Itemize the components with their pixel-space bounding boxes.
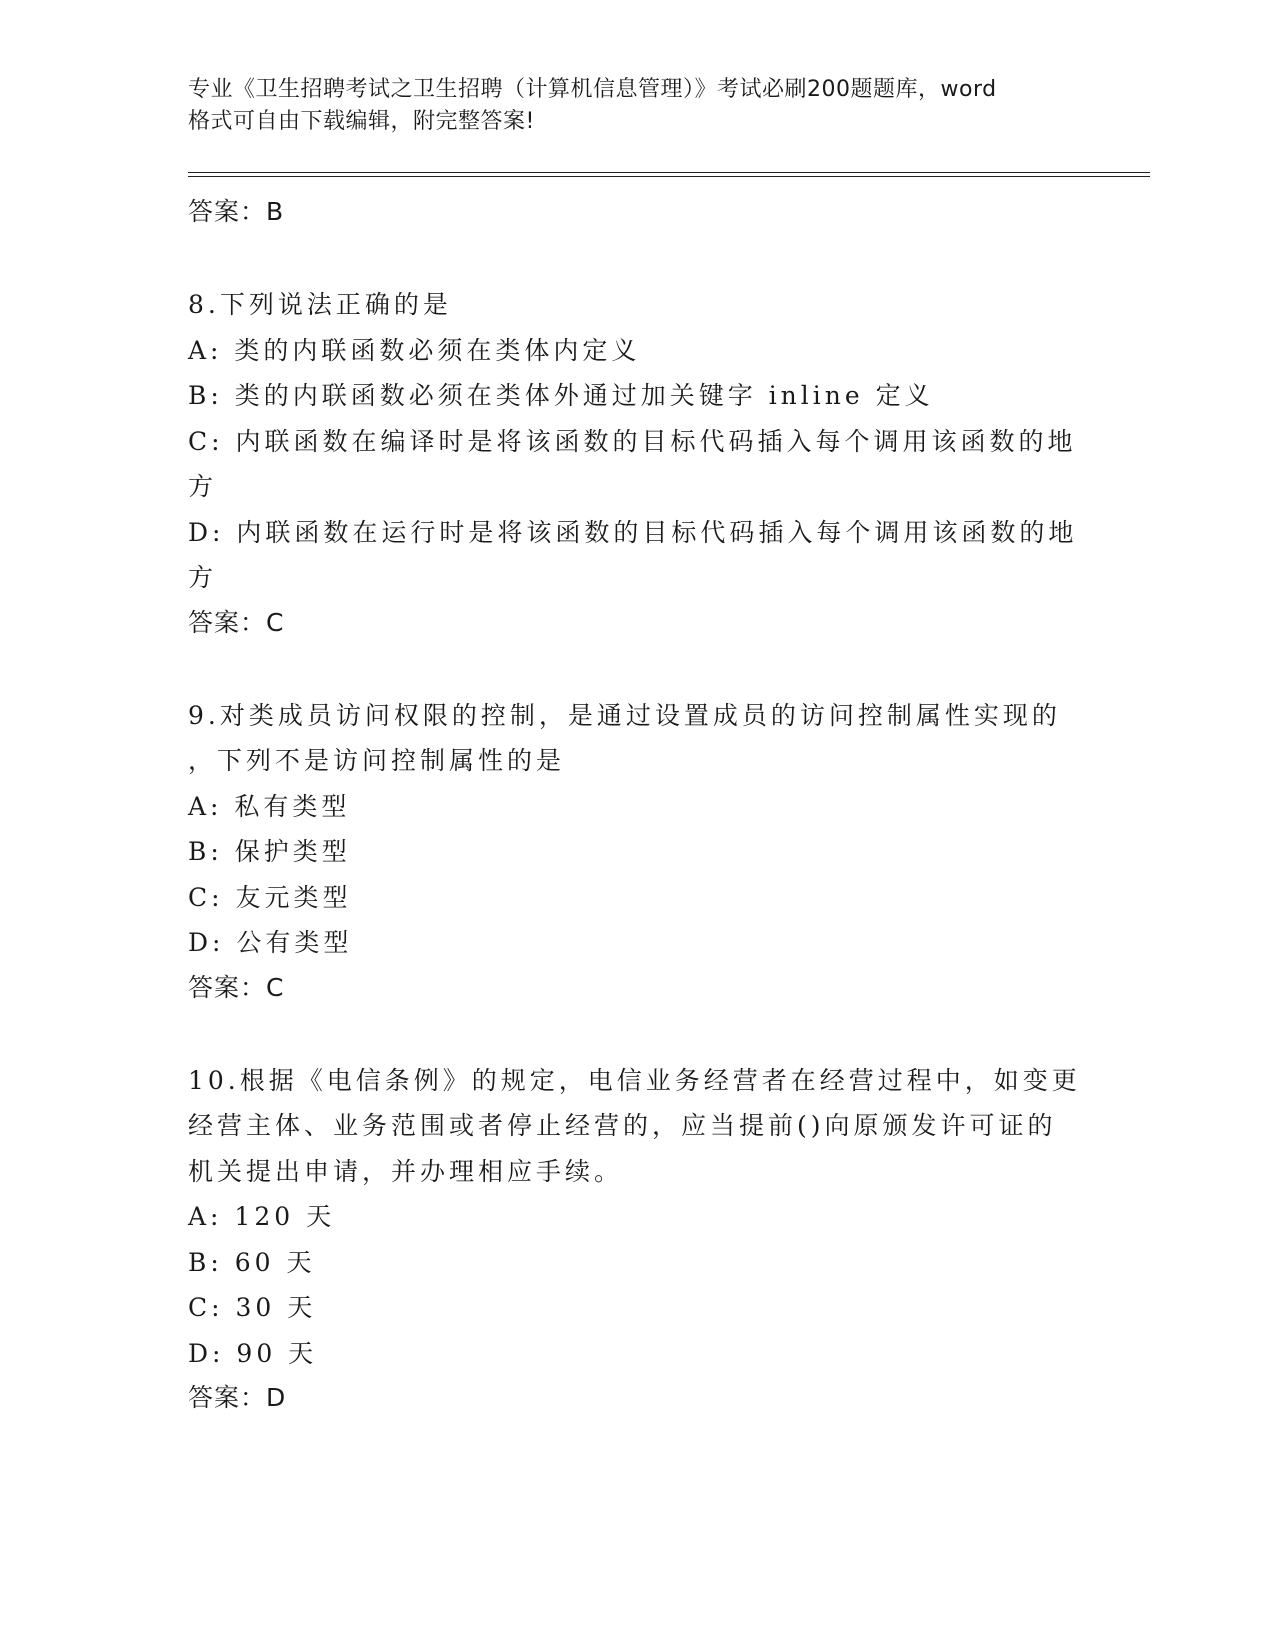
question-stem: 9.对类成员访问权限的控制，是通过设置成员的访问控制属性实现的 [188, 700, 1061, 730]
answer: 答案：C [188, 972, 285, 1002]
option-d: D: 内联函数在运行时是将该函数的目标代码插入每个调用该函数的地 [188, 517, 1078, 547]
document-body [188, 190, 1088, 1420]
question-10 [188, 1058, 1088, 1421]
question-stem-continued: 机关提出申请，并办理相应手续。 [188, 1156, 624, 1186]
previous-answer: 答案：B [188, 197, 285, 226]
option-a: A: 类的内联函数必须在类体内定义 [188, 335, 641, 365]
option-d-continued: 方 [188, 563, 218, 592]
option-c: C: 30 天 [188, 1293, 317, 1322]
answer: 答案：D [188, 1383, 287, 1412]
option-d: D: 公有类型 [188, 928, 353, 957]
option-a: A: 120 天 [188, 1202, 336, 1231]
option-c: C: 内联函数在编译时是将该函数的目标代码插入每个调用该函数的地 [188, 426, 1077, 456]
question-stem-continued: 经营主体、业务范围或者停止经营的，应当提前()向原颁发许可证的 [188, 1111, 1057, 1140]
header-title-line-1: 专业《卫生招聘考试之卫生招聘（计算机信息管理）》考试必刷200题题库，word [188, 77, 997, 102]
question-8 [188, 282, 1088, 645]
option-b: B: 类的内联函数必须在类体外通过加关键字 inline 定义 [188, 381, 934, 410]
option-a: A: 私有类型 [188, 791, 351, 821]
question-stem: 10.根据《电信条例》的规定，电信业务经营者在经营过程中，如变更 [188, 1065, 1081, 1095]
question-9 [188, 693, 1088, 1010]
option-b: B: 60 天 [188, 1247, 316, 1277]
header-title-line-2: 格式可自由下载编辑，附完整答案! [188, 109, 535, 134]
question-stem-continued: ，下列不是访问控制属性的是 [188, 746, 566, 775]
header-rule-top [188, 172, 1150, 173]
option-c-continued: 方 [188, 472, 218, 501]
answer: 答案：C [188, 607, 285, 637]
question-stem: 8.下列说法正确的是 [188, 290, 452, 319]
header-rule-bottom [188, 176, 1150, 177]
document-header [188, 74, 1088, 138]
option-b: B: 保护类型 [188, 837, 351, 866]
option-d: D: 90 天 [188, 1338, 318, 1368]
option-c: C: 友元类型 [188, 882, 352, 912]
